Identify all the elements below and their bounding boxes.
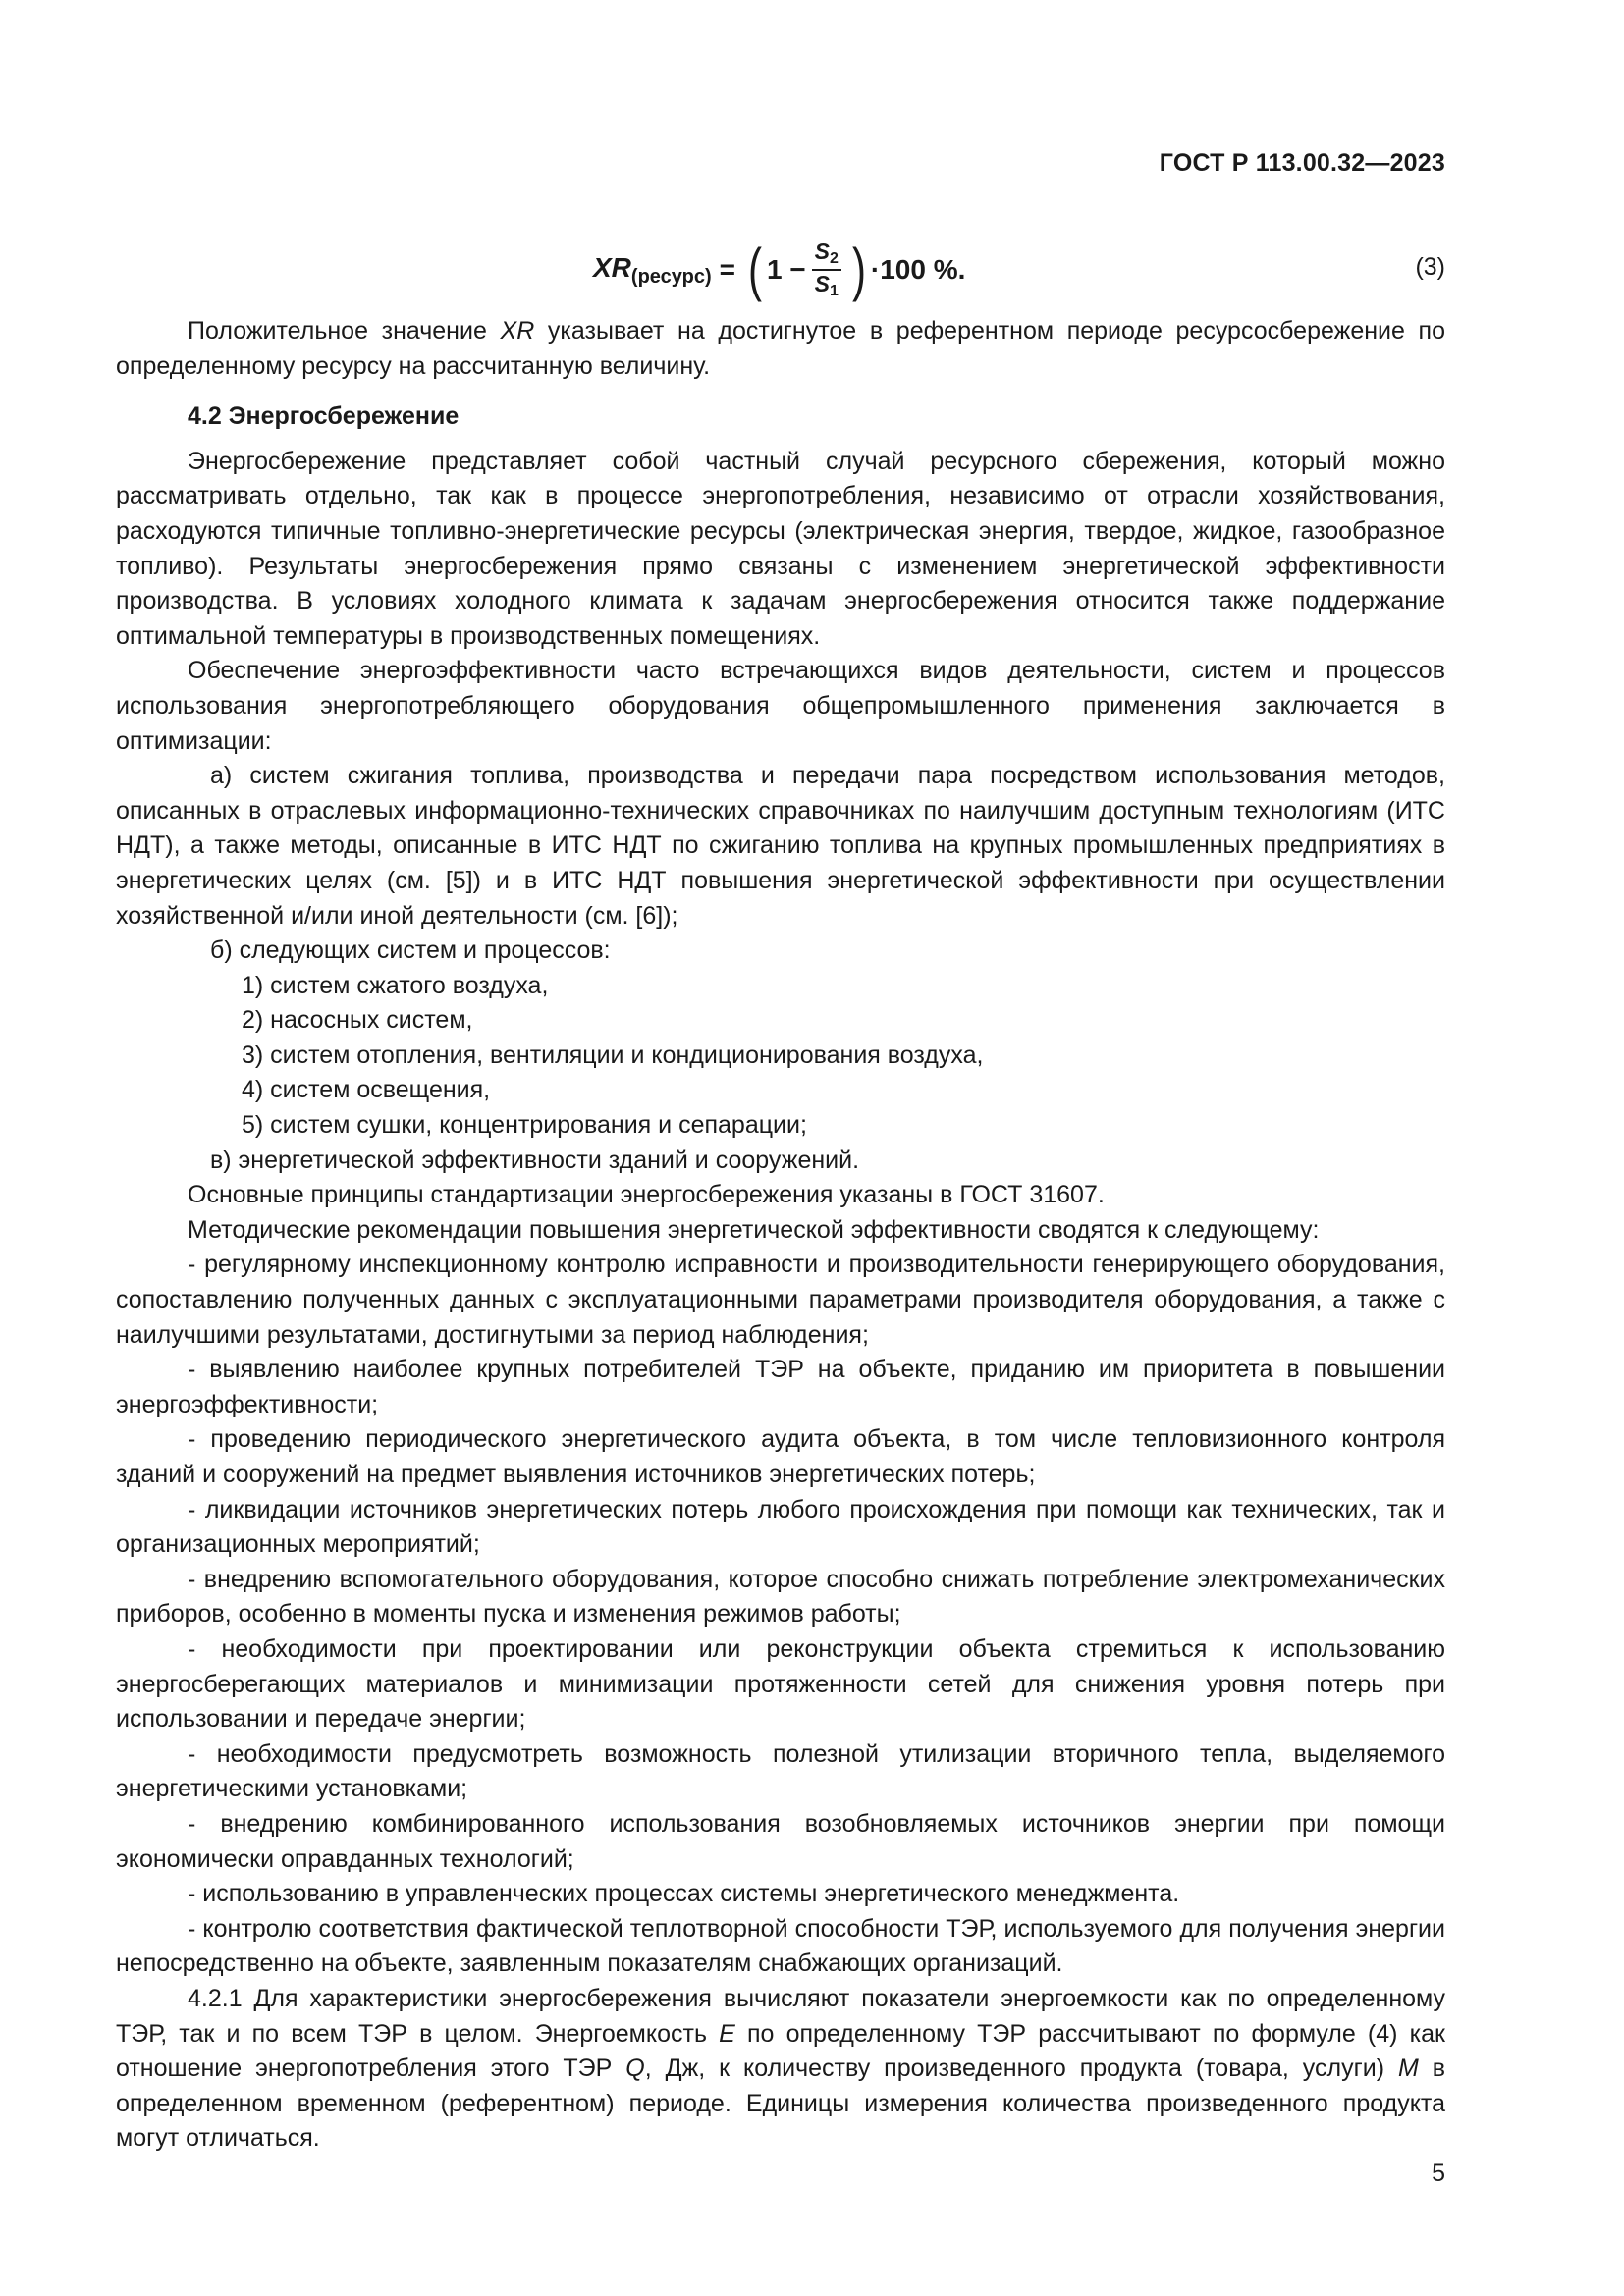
- formula-tail: ·100 %.: [870, 254, 966, 285]
- section-heading: 4.2 Энергосбережение: [188, 402, 460, 431]
- paragraph-4-2-1: 4.2.1 Для характеристики энергосбережения вычисляют показатели энергоемкости как по определенному ТЭР, так и по всем ТЭР в целом. Энергоемкость E по определенному ТЭР рассчитывают по формуле (4) как отношение энергопотребления этого ТЭР Q, Дж, к количеству произведенного продукта (товара, услуги) M в определенном временном (референтном) периоде. Единицы измерения количества произведенного продукта могут отличаться.: [116, 1984, 1446, 2153]
- dash-item: - внедрению комбинированного использования возобновляемых источников энергии при помощи экономически оправданных технологий;: [116, 1809, 1445, 1873]
- sub-list-item: 1) систем сжатого воздуха,: [242, 971, 549, 999]
- formula-paren-open: (: [747, 237, 762, 302]
- paragraph: Энергосбережение представляет собой частный случай ресурсного сбережения, который можно рассматривать отдельно, так как в процессе энергопотребления, независимо от отрасли хозяйствования, расходуются типичные топливно-энергетические ресурсы (электрическая энергия, твердое, жидкое, газообразное топливо). Результаты энергосбережения прямо связаны с изменением энергетической эффективности производства. В условиях холодного климата к задачам энергосбережения относится также поддержание оптимальной температуры в производственных помещениях.: [116, 447, 1445, 650]
- formula-equals: =: [719, 254, 735, 285]
- formula-expression: [593, 236, 965, 304]
- dash-item: - контролю соответствия фактической теплотворной способности ТЭР, используемого для получения энергии непосредственно на объекте, заявленным показателям снабжающих организаций.: [116, 1914, 1445, 1978]
- sub-list-item: 3) систем отопления, вентиляции и кондиционирования воздуха,: [242, 1041, 984, 1069]
- equation-number: (3): [1415, 253, 1445, 281]
- dash-item: - ликвидации источников энергетических потерь любого происхождения при помощи как технических, так и организационных мероприятий;: [116, 1495, 1445, 1559]
- formula-one-minus: 1 −: [766, 254, 806, 285]
- paragraph: Обеспечение энергоэффективности часто встречающихся видов деятельности, систем и процессов использования энергопотребляющего оборудования общепромышленного применения заключается в оптимизации:: [116, 657, 1445, 755]
- list-item: а) систем сжигания топлива, производства и передачи пара посредством использования методов, описанных в отраслевых информационно-технических справочниках по наилучшим доступным технологиям (ИТС НДТ), а также методы, описанные в ИТС НДТ по сжиганию топлива на крупных промышленных предприятиях в энергетических целях (см. [5]) и в ИТС НДТ повышения энергетической эффективности при осуществлении хозяйственной и/или иной деятельности (см. [6]);: [116, 762, 1445, 930]
- dash-item: - необходимости предусмотреть возможность полезной утилизации вторичного тепла, выделяемого энергетическими установками;: [116, 1739, 1445, 1803]
- list-item: в) энергетической эффективности зданий и сооружений.: [210, 1146, 860, 1174]
- dash-item: - регулярному инспекционному контролю исправности и производительности генерирующего оборудования, сопоставлению полученных данных с эксплуатационными параметрами производителя оборудования, а также с наилучшими результатами, достигнутыми за период наблюдения;: [116, 1251, 1445, 1349]
- sub-list-item: 5) систем сушки, концентрирования и сепарации;: [242, 1111, 807, 1140]
- paragraph: Методические рекомендации повышения энергетической эффективности сводятся к следующему:: [188, 1215, 1320, 1244]
- dash-item: - проведению периодического энергетического аудита объекта, в том числе тепловизионного контроля зданий и сооружений на предмет выявления источников энергетических потерь;: [116, 1425, 1445, 1488]
- sub-list-item: 4) систем освещения,: [242, 1076, 491, 1104]
- dash-item: - выявлению наиболее крупных потребителей ТЭР на объекте, приданию им приоритета в повышении энергоэффективности;: [116, 1356, 1445, 1418]
- paragraph-xr: Положительное значение XR указывает на достигнутое в референтном периоде ресурсосбережение по определенному ресурсу на рассчитанную величину.: [116, 317, 1445, 380]
- formula-3: [116, 236, 1445, 304]
- paragraph: Основные принципы стандартизации энергосбережения указаны в ГОСТ 31607.: [188, 1181, 1105, 1209]
- dash-item: - внедрению вспомогательного оборудования, которое способно снижать потребление электромеханических приборов, особенно в моменты пуска и изменения режимов работы;: [116, 1565, 1445, 1629]
- document-code: ГОСТ Р 113.00.32—2023: [1159, 149, 1445, 177]
- dash-item: - необходимости при проектировании или реконструкции объекта стремиться к использованию энергосберегающих материалов и минимизации протяженности сетей для снижения уровня потерь при использовании и передаче энергии;: [116, 1634, 1445, 1734]
- formula-lhs: $XR_{(ресурс)}$: [593, 251, 712, 288]
- page-number: 5: [1432, 2160, 1445, 2187]
- fraction-numerator: $S_2$: [812, 240, 841, 271]
- body-text: [116, 314, 1445, 2157]
- sub-list-item: 2) насосных систем,: [242, 1006, 473, 1035]
- list-item: б) следующих систем и процессов:: [210, 936, 611, 965]
- formula-fraction: [812, 240, 841, 300]
- fraction-denominator: $S_1$: [814, 271, 839, 299]
- dash-item: - использованию в управленческих процессах системы энергетического менеджмента.: [188, 1880, 1180, 1908]
- formula-paren-close: ): [851, 237, 866, 302]
